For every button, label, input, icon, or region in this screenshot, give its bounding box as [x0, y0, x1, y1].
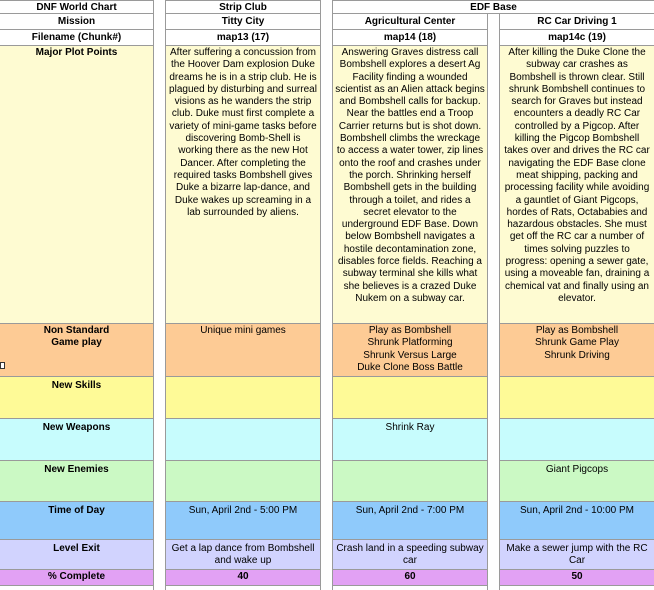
plot-points: Answering Graves distress call Bombshell explores a desert Ag Facility finding a wounded scientist as an Alien attack begins and Bombshell calls for backup. Near the battles end a Troop Carrier returns but is shot down. Bombshell climbs the wreckage to access a water tower, zip lines onto the roof and crashes under the porch. Shrinking herself Bombshell gets in the building through a toilet, and rides a secret elevator to the underground EDF Base. Down below Bombshell navigates a hostile decontamination zone, disables force fields. Reaching a subway terminal she kills what she believes is a crazed Duke Nukem on a subway car. — [333, 46, 488, 324]
row-label-skills: New Skills — [0, 377, 154, 419]
new-skills — [500, 377, 654, 419]
plot-points: After suffering a concussion from the Hoover Dam explosion Duke dreams he is in a strip club. He is plagued by disturbing and surreal visions as he wanders the strip club. Duke must first complete a variety of mini-game tasks before discovering Bomb-Shell is working there as the new Hot Dancer. After completing the required tasks Bombshell gives Duke a bizarre lap-dance, and Duke wakes up screaming in a lab surrounded by aliens. — [166, 46, 321, 324]
filename-chunk: map14c (19) — [500, 30, 654, 46]
row-label-enemies: New Enemies — [0, 461, 154, 502]
mission-name: Agricultural Center — [333, 14, 488, 30]
level-exit: Make a sewer jump with the RC Car — [500, 540, 654, 570]
level-exit: Get a lap dance from Bombshell and wake up — [166, 540, 321, 570]
mission-name: Titty City — [166, 14, 321, 30]
new-enemies — [333, 461, 488, 502]
filename-chunk: map14 (18) — [333, 30, 488, 46]
row-label-complete: % Complete — [0, 570, 154, 586]
new-weapons — [166, 419, 321, 461]
time-of-day: Sun, April 2nd - 5:00 PM — [166, 502, 321, 540]
group-header-edf-base: EDF Base — [333, 1, 654, 14]
row-label-plot: Major Plot Points — [0, 46, 154, 324]
column-separator — [487, 14, 488, 590]
new-enemies — [166, 461, 321, 502]
column-separator — [499, 14, 500, 590]
resize-handle[interactable] — [0, 362, 5, 369]
gameplay-notes: Unique mini games — [166, 324, 321, 377]
column-separator — [332, 0, 333, 590]
percent-complete: 60 — [333, 570, 488, 586]
chart-title: DNF World Chart — [0, 1, 154, 14]
plot-points: After killing the Duke Clone the subway car crashes as Bombshell is thrown clear. Still shrunk Bombshell continues to search for Graves but instead encounters a deadly RC Car controlled by a Pigcop. After killing the Pigcop Bombshell takes over and drives the RC car navigating the EDF Base clone meat shipping, packing and processing facility while avoiding a gauntlet of Giant Pigcops, hordes of Rats, Octababies and hazardous obstacles. She must get off the RC car a number of times solving puzzles to progress: opening a sewer gate, using a moveable fan, draining a chemical vat and finally using an elevator. — [500, 46, 654, 324]
column-separator — [165, 0, 166, 590]
time-of-day: Sun, April 2nd - 7:00 PM — [333, 502, 488, 540]
new-skills — [166, 377, 321, 419]
row-label-exit: Level Exit — [0, 540, 154, 570]
new-skills — [333, 377, 488, 419]
percent-complete: 40 — [166, 570, 321, 586]
percent-complete: 50 — [500, 570, 654, 586]
row-label-time: Time of Day — [0, 502, 154, 540]
row-label-filename: Filename (Chunk#) — [0, 30, 154, 46]
row-label-weapons: New Weapons — [0, 419, 154, 461]
gameplay-notes: Play as Bombshell Shrunk Platforming Shrunk Versus Large Duke Clone Boss Battle — [333, 324, 488, 377]
new-enemies: Giant Pigcops — [500, 461, 654, 502]
new-weapons: Shrink Ray — [333, 419, 488, 461]
level-exit: Crash land in a speeding subway car — [333, 540, 488, 570]
time-of-day: Sun, April 2nd - 10:00 PM — [500, 502, 654, 540]
filename-chunk: map13 (17) — [166, 30, 321, 46]
column-separator — [320, 0, 321, 590]
row-label-mission: Mission — [0, 14, 154, 30]
new-weapons — [500, 419, 654, 461]
mission-name: RC Car Driving 1 — [500, 14, 654, 30]
column-separator — [153, 0, 154, 590]
gameplay-notes: Play as Bombshell Shrunk Game Play Shrunk Driving — [500, 324, 654, 377]
row-label-gameplay: Non Standard Game play — [0, 324, 154, 377]
group-header-strip-club: Strip Club — [166, 1, 321, 14]
